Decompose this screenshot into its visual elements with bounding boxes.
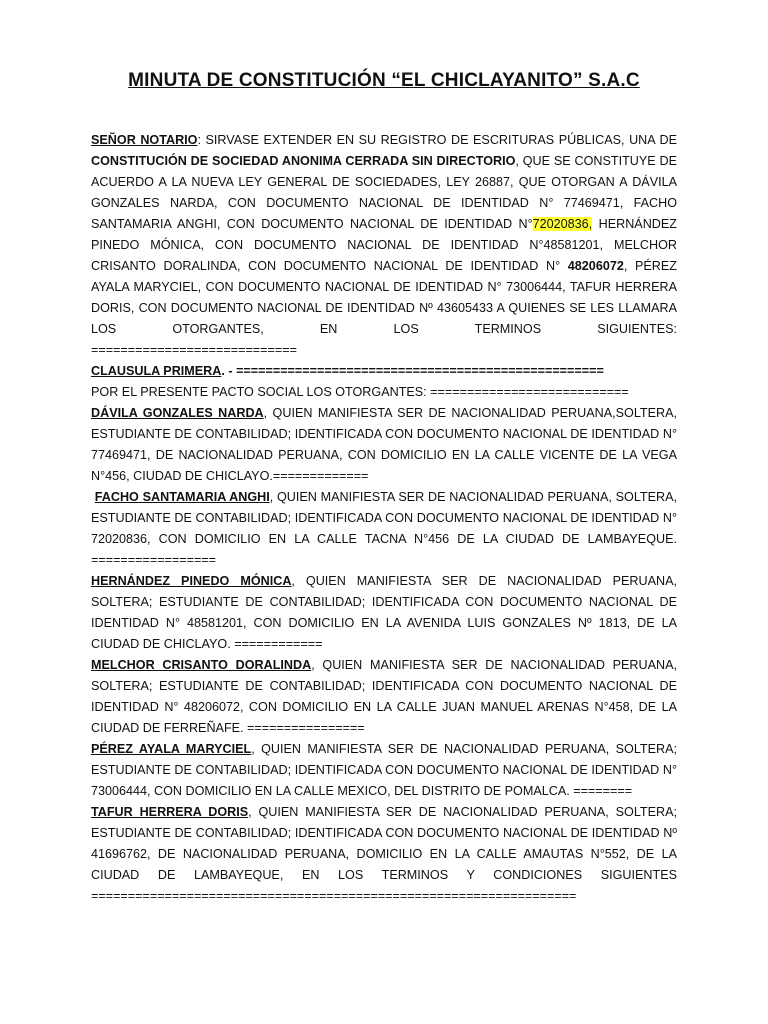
clausula-line: POR EL PRESENTE PACTO SOCIAL LOS OTORGANTES: =========================== — [91, 385, 629, 399]
intro-paragraph — [91, 130, 677, 340]
person-name: DÁVILA GONZALES NARDA — [91, 406, 264, 420]
person-paragraph-1 — [91, 403, 677, 487]
person-name: HERNÁNDEZ PINEDO MÓNICA — [91, 574, 292, 588]
intro-text-1: : SIRVASE EXTENDER EN SU REGISTRO DE ESCRITURAS PÚBLICAS, UNA DE — [197, 133, 677, 147]
clausula-suffix: . - — [221, 364, 233, 378]
person-paragraph-4 — [91, 655, 677, 739]
bold-dni: 48206072 — [567, 259, 624, 273]
person-name: FACHO SANTAMARIA ANGHI — [94, 490, 270, 504]
document-body — [91, 130, 677, 907]
person-name: TAFUR HERRERA DORIS — [91, 805, 249, 819]
person-name: MELCHOR CRISANTO DORALINDA — [91, 658, 312, 672]
final-separator: ================================================================== — [91, 889, 577, 903]
person-paragraph-2 — [91, 487, 677, 571]
person-text: , QUIEN MANIFIESTA SER DE NACIONALIDAD PERUANA, SOLTERA; ESTUDIANTE DE CONTABILIDAD; IDENTIFICADA CON DOCUMENTO NACIONAL DE IDENTIDAD N° 48206072, CON DOMICILIO EN LA CALLE JUAN MANUEL ARENAS N°458, DE LA CIUDAD DE FERREÑAFE. ================ — [91, 658, 678, 735]
clausula-label: CLAUSULA PRIMERA — [91, 364, 222, 378]
intro-label: SEÑOR NOTARIO — [91, 133, 198, 147]
highlighted-dni: 72020836, — [532, 217, 593, 231]
document-title: MINUTA DE CONSTITUCIÓN “EL CHICLAYANITO” S.A.C — [128, 70, 640, 91]
clausula-separator: ================================================== — [232, 364, 604, 378]
intro-text-3: HERNÁNDEZ PINEDO MÓNICA, CON DOCUMENTO NACIONAL DE IDENTIDAD N°48581201, MELCHOR CRISANTO DORALINDA, CON DOCUMENTO NACIONAL DE IDENTIDAD N° — [91, 217, 677, 273]
intro-text-4: , PÉREZ AYALA MARYCIEL, CON DOCUMENTO NACIONAL DE IDENTIDAD N° 73006444, TAFUR HERRERA DORIS, CON DOCUMENTO NACIONAL DE IDENTIDAD Nº 43605433 A QUIENES SE LES LLAMARA LOS OTORGANTES, EN LOS TERMINOS SIGUIENTES: — [91, 259, 677, 336]
person-text: , QUIEN MANIFIESTA SER DE NACIONALIDAD PERUANA,SOLTERA, ESTUDIANTE DE CONTABILIDAD; IDENTIFICADA CON DOCUMENTO NACIONAL DE IDENTIDAD N° 77469471, DE NACIONALIDAD PERUANA, CON DOMICILIO EN LA CALLE VICENTE DE LA VEGA N°456, CIUDAD DE CHICLAYO.============= — [91, 406, 677, 483]
person-name: PÉREZ AYALA MARYCIEL — [91, 742, 252, 756]
intro-text-2: , QUE SE CONSTITUYE DE ACUERDO A LA NUEVA LEY GENERAL DE SOCIEDADES, LEY 26887, QUE OTORGAN A DÁVILA GONZALES NARDA, CON DOCUMENTO NACIONAL DE IDENTIDAD N° 77469471, FACHO SANTAMARIA ANGHI, CON DOCUMENTO NACIONAL DE IDENTIDAD N° — [91, 154, 678, 231]
person-paragraph-3 — [91, 571, 677, 655]
person-text: , QUIEN MANIFIESTA SER DE NACIONALIDAD PERUANA, SOLTERA; ESTUDIANTE DE CONTABILIDAD; IDENTIFICADA CON DOCUMENTO NACIONAL DE IDENTIDAD Nº 41696762, DE NACIONALIDAD PERUANA, DOMICILIO EN LA CALLE AMAUTAS N°552, DE LA CIUDAD DE LAMBAYEQUE, EN LOS TERMINOS Y CONDICIONES SIGUIENTES — [91, 805, 677, 882]
person-paragraph-6 — [91, 802, 677, 886]
person-text: , QUIEN MANIFIESTA SER DE NACIONALIDAD PERUANA, SOLTERA, ESTUDIANTE DE CONTABILIDAD; IDENTIFICADA CON DOCUMENTO NACIONAL DE IDENTIDAD N° 72020836, CON DOMICILIO EN LA CALLE TACNA N°456 DE LA CIUDAD DE LAMBAYEQUE. ================= — [91, 490, 677, 567]
person-text: , QUIEN MANIFIESTA SER DE NACIONALIDAD PERUANA, SOLTERA; ESTUDIANTE DE CONTABILIDAD; IDENTIFICADA CON DOCUMENTO NACIONAL DE IDENTIDAD N° 73006444, CON DOMICILIO EN LA CALLE MEXICO, DEL DISTRITO DE POMALCA. ======== — [91, 742, 677, 798]
clausula-heading — [91, 361, 677, 382]
intro-bold: CONSTITUCIÓN DE SOCIEDAD ANONIMA CERRADA SIN DIRECTORIO — [91, 154, 516, 168]
intro-separator: ============================ — [91, 343, 297, 357]
person-paragraph-5 — [91, 739, 677, 802]
person-text: , QUIEN MANIFIESTA SER DE NACIONALIDAD PERUANA, SOLTERA; ESTUDIANTE DE CONTABILIDAD; IDENTIFICADA CON DOCUMENTO NACIONAL DE IDENTIDAD N° 48581201, CON DOMICILIO EN LA AVENIDA LUIS GONZALES Nº 1813, DE LA CIUDAD DE CHICLAYO. ============ — [91, 574, 677, 651]
